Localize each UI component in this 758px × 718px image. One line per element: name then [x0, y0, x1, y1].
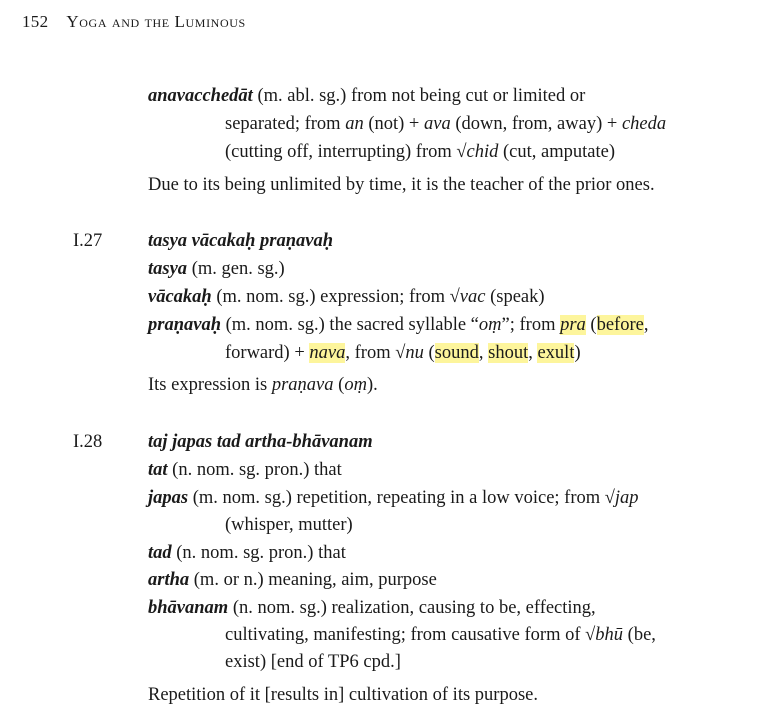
translation: Its expression is praṇava (oṃ).	[148, 375, 378, 395]
gloss-line: tad (n. nom. sg. pron.) that	[148, 543, 346, 563]
gloss-line: tasya (m. gen. sg.)	[148, 259, 285, 279]
gloss-line: bhāvanam (n. nom. sg.) realization, causing to be, effecting,	[148, 598, 596, 618]
highlight: before	[596, 315, 644, 335]
translation: Due to its being unlimited by time, it is the teacher of the prior ones.	[148, 175, 655, 195]
sutra-number: I.28	[73, 432, 103, 452]
gloss-line: forward) + nava, from √nu (sound, shout, exult)	[225, 343, 581, 363]
gloss-term: tat	[148, 460, 168, 480]
sutra-text: taj japas tad artha-bhāvanam	[148, 432, 373, 452]
gloss-line: (whisper, mutter)	[225, 515, 353, 535]
gloss-term: japas	[148, 488, 189, 508]
gloss-line: exist) [end of TP6 cpd.]	[225, 652, 401, 672]
sutra-text: tasya vācakaḥ praṇavaḥ	[148, 231, 333, 251]
page-number: 152	[22, 12, 49, 31]
gloss-line: artha (m. or n.) meaning, aim, purpose	[148, 570, 437, 590]
gloss-term: praṇavaḥ	[148, 315, 221, 335]
gloss-line: praṇavaḥ (m. nom. sg.) the sacred syllable “oṃ”; from pra (before,	[148, 315, 649, 335]
gloss-line: anavacchedāt (m. abl. sg.) from not being cut or limited or	[148, 86, 586, 106]
highlight: shout	[488, 343, 529, 363]
gloss-term: anavacchedāt	[148, 86, 253, 106]
highlight: pra	[560, 315, 586, 335]
gloss-term: vācakaḥ	[148, 287, 212, 307]
running-header	[22, 12, 246, 32]
gloss-term: artha	[148, 570, 190, 590]
gloss-term: tad	[148, 543, 172, 563]
gloss-line: separated; from an (not) + ava (down, from, away) + cheda	[225, 114, 667, 134]
gloss-line: cultivating, manifesting; from causative form of √bhū (be,	[225, 625, 656, 645]
gloss-line: japas (m. nom. sg.) repetition, repeating in a low voice; from √jap	[148, 488, 639, 508]
translation: Repetition of it [results in] cultivation of its purpose.	[148, 685, 538, 705]
highlight: nava	[309, 343, 346, 363]
gloss-term: bhāvanam	[148, 598, 229, 618]
gloss-line: (cutting off, interrupting) from √chid (cut, amputate)	[225, 142, 615, 162]
highlight: sound	[434, 343, 479, 363]
gloss-term: tasya	[148, 259, 188, 279]
sutra-number: I.27	[73, 231, 103, 251]
book-title: Yoga and the Luminous	[66, 12, 246, 31]
highlight: exult	[537, 343, 575, 363]
gloss-line: vācakaḥ (m. nom. sg.) expression; from √vac (speak)	[148, 287, 545, 307]
gloss-line: tat (n. nom. sg. pron.) that	[148, 460, 342, 480]
